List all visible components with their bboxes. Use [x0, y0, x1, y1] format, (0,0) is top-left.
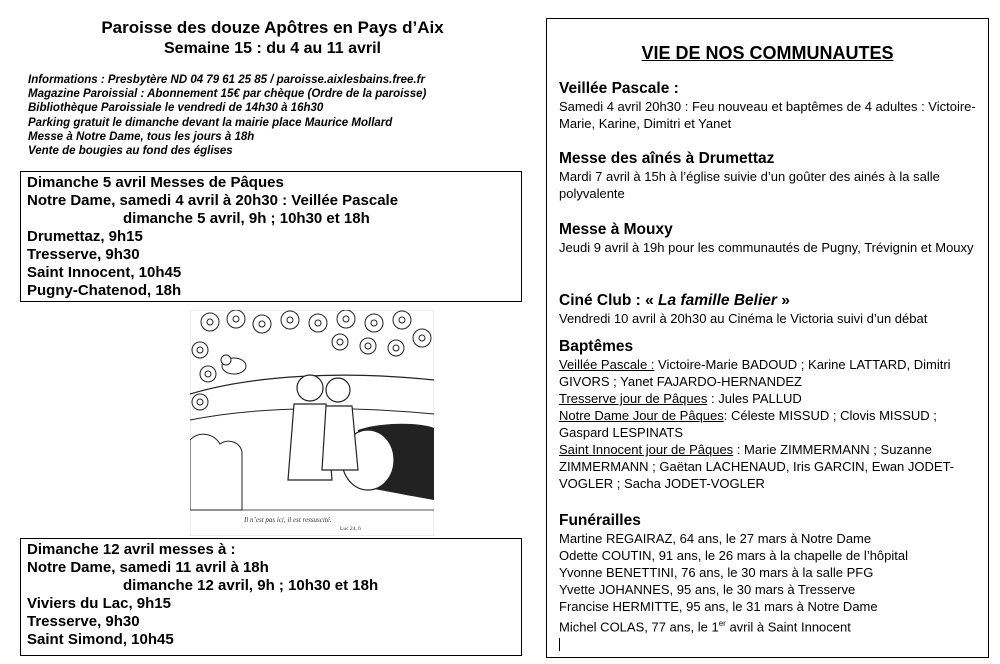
section-aines [559, 149, 984, 202]
parish-title: Paroisse des douze Apôtres en Pays d’Aix [101, 18, 444, 37]
funeral-last-sup: er [718, 619, 726, 628]
mass-entry: Pugny-Chatenod, 18h [27, 282, 182, 299]
mass-entry: Tresserve, 9h30 [27, 246, 140, 263]
info-line: Parking gratuit le dimanche devant la mairie place Maurice Mollard [28, 116, 393, 129]
illustration-reference: Luc 24, 6 [340, 526, 361, 532]
mass-entry: Saint Simond, 10h45 [27, 631, 174, 648]
section-baptemes [559, 337, 984, 492]
mass-entry: Drumettaz, 9h15 [27, 228, 143, 245]
bapteme-group [559, 390, 984, 407]
funeral-entry: Martine REGAIRAZ, 64 ans, le 27 mars à Notre Dame [559, 531, 872, 546]
week-subtitle: Semaine 15 : du 4 au 11 avril [164, 40, 381, 57]
funeral-entry: Odette COUTIN, 91 ans, le 26 mars à la chapelle de l’hôpital [559, 548, 909, 563]
mass-entry: Saint Innocent, 10h45 [27, 264, 182, 281]
easter-masses-box [20, 171, 522, 302]
cine-film-title: La famille Belier [658, 292, 777, 309]
section-heading: Messe des aînés à Drumettaz [559, 150, 775, 167]
text-cursor-bar [559, 638, 560, 651]
bapteme-label: Saint Innocent jour de Pâques [559, 442, 734, 457]
info-line: Magazine Paroissial : Abonnement 15€ par chèque (Ordre de la paroisse) [28, 88, 427, 101]
bapteme-names: : Céleste MISSUD ; Clovis MISSUD ; Gaspard LESPINATS [559, 408, 937, 440]
bapteme-label: Veillée Pascale : [559, 357, 655, 372]
next-masses-box [20, 538, 522, 656]
funeral-entry: Francise HERMITTE, 95 ans, le 31 mars à Notre Dame [559, 599, 878, 614]
section-text: Samedi 4 avril 20h30 : Feu nouveau et baptêmes de 4 adultes : Victoire-Marie, Karine, Dimitri et Yanet [559, 99, 976, 131]
bapteme-group [559, 441, 984, 492]
easter-notre-dame: Notre Dame, samedi 4 avril à 20h30 : Veillée Pascale [27, 192, 399, 209]
section-mouxy [559, 220, 984, 256]
funeral-entry: Yvette JOHANNES, 95 ans, le 30 mars à Tresserve [559, 582, 856, 597]
section-heading [559, 291, 984, 310]
mass-entry: Tresserve, 9h30 [27, 613, 140, 630]
next-notre-dame: Notre Dame, samedi 11 avril à 18h [27, 559, 269, 576]
next-notre-dame-sunday: dimanche 12 avril, 9h ; 10h30 et 18h [123, 577, 379, 594]
mass-entry: Viviers du Lac, 9h15 [27, 595, 171, 612]
funeral-last-suffix: avril à Saint Innocent [725, 619, 851, 635]
info-line: Informations : Presbytère ND 04 79 61 25 85 / paroisse.aixlesbains.free.fr [28, 74, 425, 86]
bapteme-group [559, 356, 984, 390]
bapteme-label: Notre Dame Jour de Pâques [559, 408, 724, 423]
section-heading: Baptêmes [559, 338, 634, 355]
info-block [28, 73, 426, 158]
bapteme-names: Victoire-Marie BADOUD ; Karine LATTARD, Dimitri GIVORS ; Yanet FAJARDO-HERNANDEZ [559, 357, 951, 389]
funeral-entry: Yvonne BENETTINI, 76 ans, le 30 mars à la salle PFG [559, 565, 874, 580]
text-cursor[interactable] [559, 635, 984, 652]
section-heading: Messe à Mouxy [559, 221, 673, 238]
communities-box [546, 18, 989, 658]
bapteme-names: : Jules PALLUD [707, 391, 802, 406]
communities-title: VIE DE NOS COMMUNAUTES [641, 43, 894, 63]
section-text: Vendredi 10 avril à 20h30 au Cinéma le Victoria suivi d’un débat [559, 311, 928, 326]
next-masses-heading: Dimanche 12 avril messes à : [27, 541, 236, 558]
section-text: Jeudi 9 avril à 19h pour les communautés de Pugny, Trévignin et Mouxy [559, 240, 974, 255]
easter-notre-dame-sunday: dimanche 5 avril, 9h ; 10h30 et 18h [123, 210, 370, 227]
resurrection-illustration [190, 310, 434, 536]
funeral-last-prefix: Michel COLAS, 77 ans, le 1 [559, 619, 719, 635]
easter-masses-heading: Dimanche 5 avril Messes de Pâques [27, 174, 284, 191]
bapteme-label: Tresserve jour de Pâques [559, 391, 708, 406]
cine-heading-prefix: Ciné Club : « [559, 292, 659, 309]
section-cine-club [559, 291, 984, 327]
info-line: Bibliothèque Paroissiale le vendredi de 14h30 à 16h30 [28, 102, 324, 115]
section-veillee [559, 79, 984, 132]
bapteme-group [559, 407, 984, 441]
section-funerailles [559, 511, 984, 652]
section-text: Mardi 7 avril à 15h à l’église suivie d’un goûter des ainés à la salle polyvalente [559, 169, 940, 201]
funeral-entry [559, 615, 984, 635]
cine-heading-suffix: » [776, 292, 790, 309]
resurrection-drawing [190, 310, 434, 536]
bapteme-names: : Marie ZIMMERMANN ; Suzanne ZIMMERMANN ; Gaëtan LACHENAUD, Iris GARCIN, Ewan JODET-VOGLER ; Sacha JODET-VOGLER [559, 442, 955, 491]
section-heading: Funérailles [559, 512, 641, 529]
info-line: Vente de bougies au fond des églises [28, 145, 233, 158]
info-line: Messe à Notre Dame, tous les jours à 18h [28, 130, 255, 143]
illustration-caption: Il n’est pas ici, il est ressuscité. [244, 516, 332, 524]
section-heading: Veillée Pascale : [559, 80, 679, 97]
